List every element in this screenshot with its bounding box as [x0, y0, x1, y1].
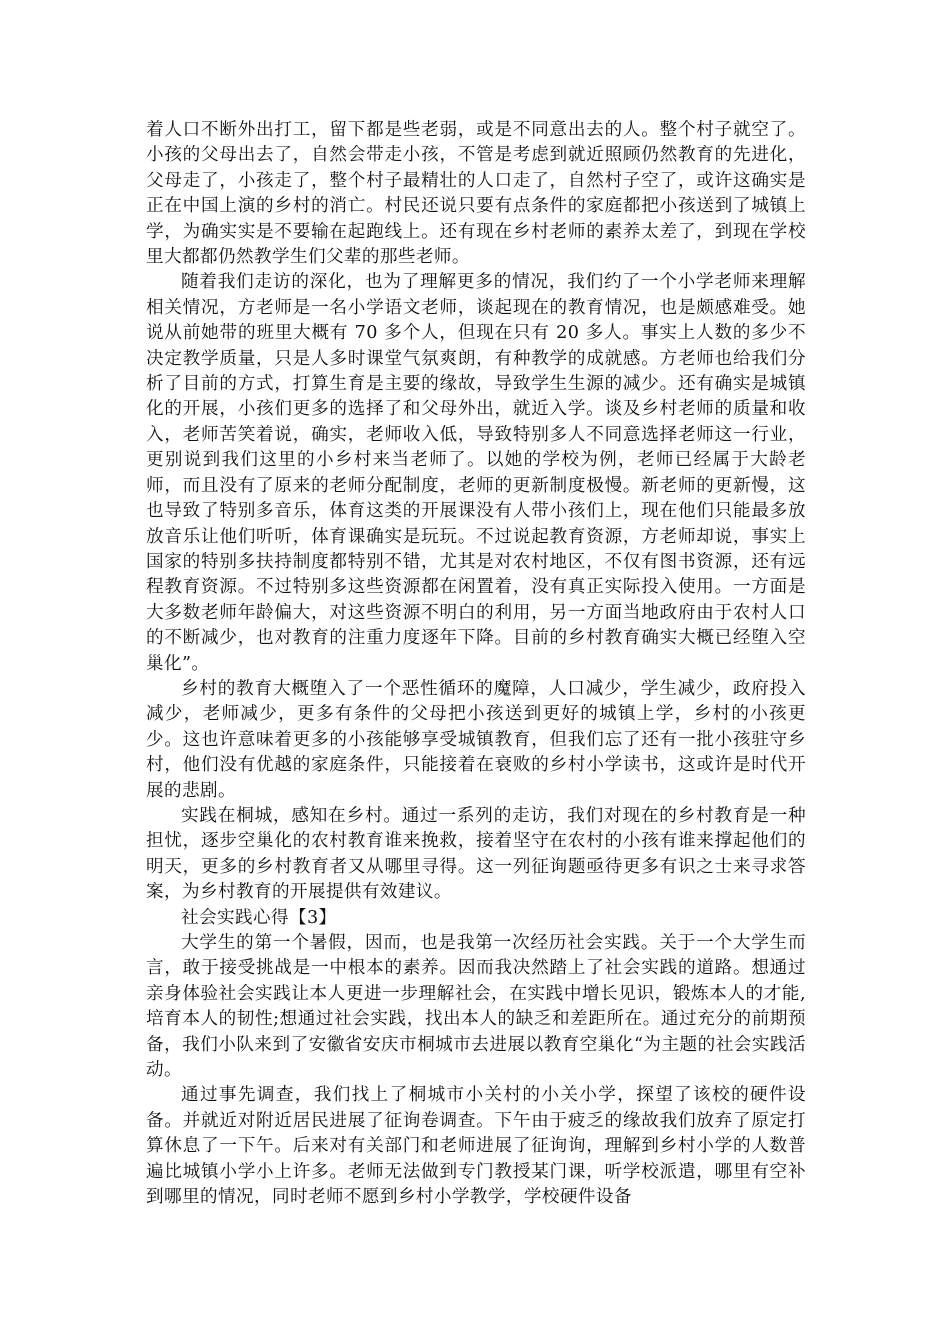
paragraph-1: 着人口不断外出打工，留下都是些老弱，或是不同意出去的人。整个村子就空了。小孩的父母出去了，自然会带走小孩，不管是考虑到就近照顾仍然教育的先进化，父母走了，小孩走了，整个村子最精壮的人口走了，自然村子空了，或许这确实是正在中国上演的乡村的消亡。村民还说只要有点条件的家庭都把小孩送到了城镇上学，为确实实是不要输在起跑线上。还有现在乡村老师的素养太差了，到现在学校里大都都仍然教学生们父辈的那些老师。 [146, 120, 806, 268]
paragraph-3: 乡村的教育大概堕入了一个恶性循环的魔障，人口减少，学生减少，政府投入减少，老师减少，更多有条件的父母把小孩送到更好的城镇上学，乡村的小孩更少。这也许意味着更多的小孩能够享受城镇教育，但我们忘了还有一批小孩驻守乡村，他们没有优越的家庭条件，只能接着在衰败的乡村小学读书，这或许是时代开展的悲剧。 [146, 678, 806, 801]
section-heading: 社会实践心得【3】 [181, 907, 337, 928]
paragraph-6: 通过事先调查，我们找上了桐城市小关村的小关小学，探望了该校的硬件设备。并就近对附近居民进展了征询卷调查。下午由于疲乏的缘故我们放弃了原定打算休息了一下午。后来对有关部门和老师进展了征询询，理解到乡村小学的人数普遍比城镇小学小上许多。老师无法做到专门教授某门课，听学校派遣，哪里有空补到哪里的情况，同时老师不愿到乡村小学教学，学校硬件设备 [146, 1085, 806, 1208]
document-body [146, 118, 806, 1210]
paragraph-4: 实践在桐城，感知在乡村。通过一系列的走访，我们对现在的乡村教育是一种担忧，逐步空巢化的农村教育谁来挽救，接着坚守在农村的小孩有谁来撑起他们的明天，更多的乡村教育者又从哪里寻得。这一列征询题亟待更多有识之士来寻求答案，为乡村教育的开展提供有效建议。 [146, 805, 806, 903]
paragraph-5: 大学生的第一个暑假，因而，也是我第一次经历社会实践。关于一个大学生而言，敢于接受挑战是一中根本的素养。因而我决然踏上了社会实践的道路。想通过亲身体验社会实践让本人更进一步理解社会，在实践中增长见识，锻炼本人的才能,培育本人的韧性;想通过社会实践，找出本人的缺乏和差距所在。通过充分的前期预备，我们小队来到了安徽省安庆市桐城市去进展以教育空巢化“为主题的社会实践活动。 [146, 933, 806, 1081]
paragraph-2: 随着我们走访的深化，也为了理解更多的情况，我们约了一个小学老师来理解相关情况，方老师是一名小学语文老师，谈起现在的教育情况，也是颇感难受。她说从前她带的班里大概有 70 多个人，但现在只有 20 多人。事实上人数的多少不决定教学质量，只是人多时课堂气氛爽朗，有种教学的成就感。方老师也给我们分析了目前的方式，打算生育是主要的缘故，导致学生生源的减少。还有确实是城镇化的开展，小孩们更多的选择了和父母外出，就近入学。谈及乡村老师的质量和收入，老师苦笑着说，确实，老师收入低，导致特别多人不同意选择老师这一行业，更别说到我们这里的小乡村来当老师了。以她的学校为例，老师已经属于大龄老师，而且没有了原来的老师分配制度，老师的更新制度极慢。新老师的更新慢，这也导致了特别多音乐，体育这类的开展课没有人带小孩们上，现在他们只能最多放放音乐让他们听听，体育课确实是玩玩。不过说起教育资源，方老师却说，事实上国家的特别多扶持制度都特别不错，尤其是对农村地区，不仅有图书资源，还有远程教育资源。不过特别多这些资源都在闲置着，没有真正实际投入使用。一方面是大多数老师年龄偏大，对这些资源不明白的利用，另一方面当地政府由于农村人口的不断减少，也对教育的注重力度逐年下降。目前的乡村教育确实大概已经堕入空巢化”。 [146, 272, 806, 674]
